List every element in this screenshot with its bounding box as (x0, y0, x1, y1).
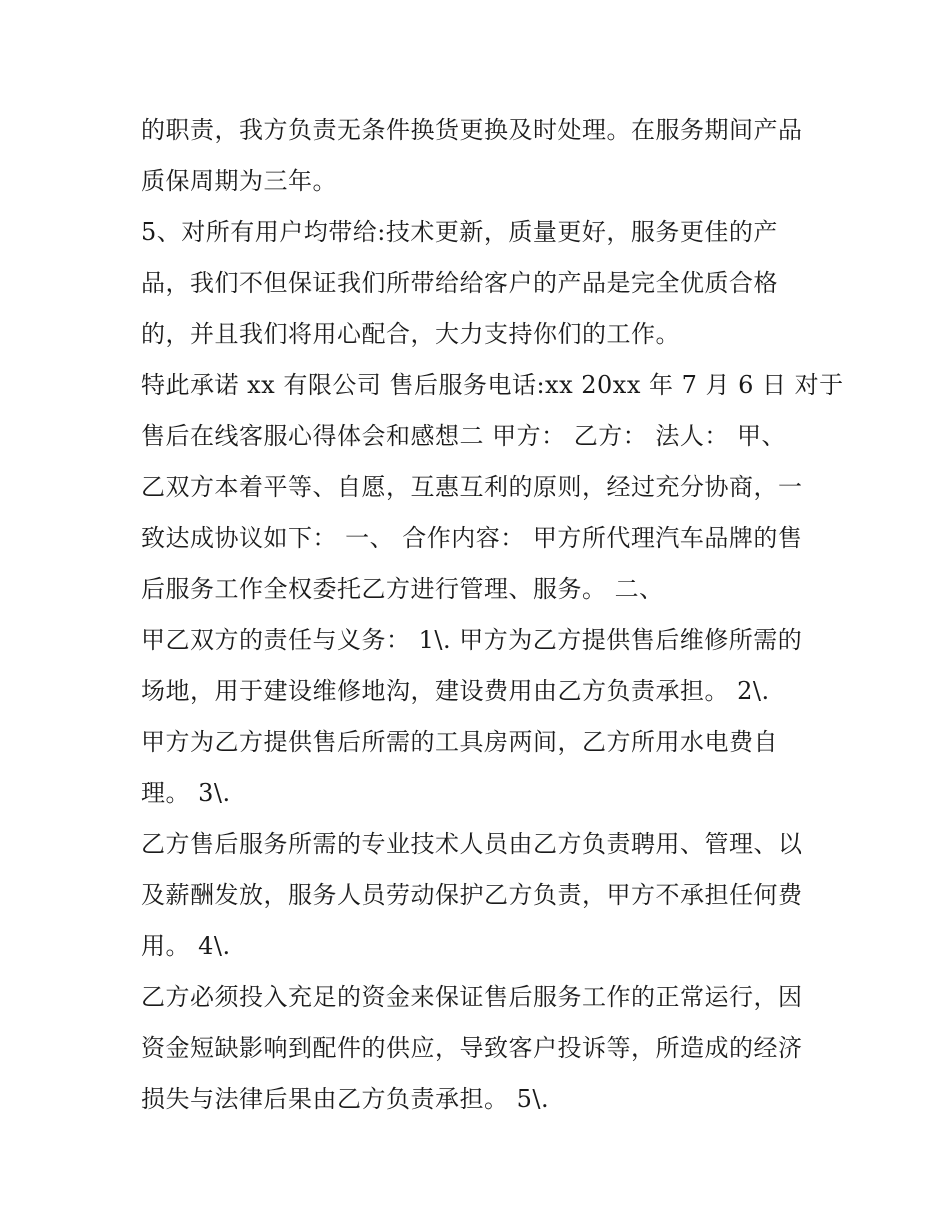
text-line: 及薪酬发放，服务人员劳动保护乙方负责，甲方不承担任何费 (141, 881, 803, 909)
text-line: 损失与法律后果由乙方负责承担。 5\. (141, 1085, 550, 1113)
text-line: 致达成协议如下： 一、 合作内容： 甲方所代理汽车品牌的售 (141, 524, 803, 552)
text-line: 5、对所有用户均带给:技术更新，质量更好，服务更佳的产 (141, 218, 778, 246)
text-line: 乙双方本着平等、自愿，互惠互利的原则，经过充分协商，一 (141, 473, 803, 501)
text-line: 场地，用于建设维修地沟，建设费用由乙方负责承担。 2\. (141, 677, 770, 705)
text-line: 理。 3\. (141, 779, 231, 807)
document-body (141, 105, 844, 1125)
text-line: 的，并且我们将用心配合，大力支持你们的工作。 (141, 320, 680, 348)
text-line: 乙方必须投入充足的资金来保证售后服务工作的正常运行，因 (141, 983, 803, 1011)
text-line: 的职责，我方负责无条件换货更换及时处理。在服务期间产品 (141, 116, 803, 144)
text-line: 品，我们不但保证我们所带给给客户的产品是完全优质合格 (141, 269, 778, 297)
text-line: 质保周期为三年。 (141, 167, 337, 195)
text-line: 后服务工作全权委托乙方进行管理、服务。 二、 (141, 575, 664, 603)
text-line: 甲方为乙方提供售后所需的工具房两间，乙方所用水电费自 (141, 728, 778, 756)
text-line: 售后在线客服心得体会和感想二 甲方： 乙方： 法人： 甲、 (141, 422, 787, 450)
text-line: 资金短缺影响到配件的供应，导致客户投诉等，所造成的经济 (141, 1034, 803, 1062)
text-line: 特此承诺 xx 有限公司 售后服务电话:xx 20xx 年 7 月 6 日 对于 (141, 371, 844, 399)
text-line: 甲乙双方的责任与义务： 1\. 甲方为乙方提供售后维修所需的 (141, 626, 803, 654)
text-line: 用。 4\. (141, 932, 231, 960)
text-line: 乙方售后服务所需的专业技术人员由乙方负责聘用、管理、以 (141, 830, 803, 858)
